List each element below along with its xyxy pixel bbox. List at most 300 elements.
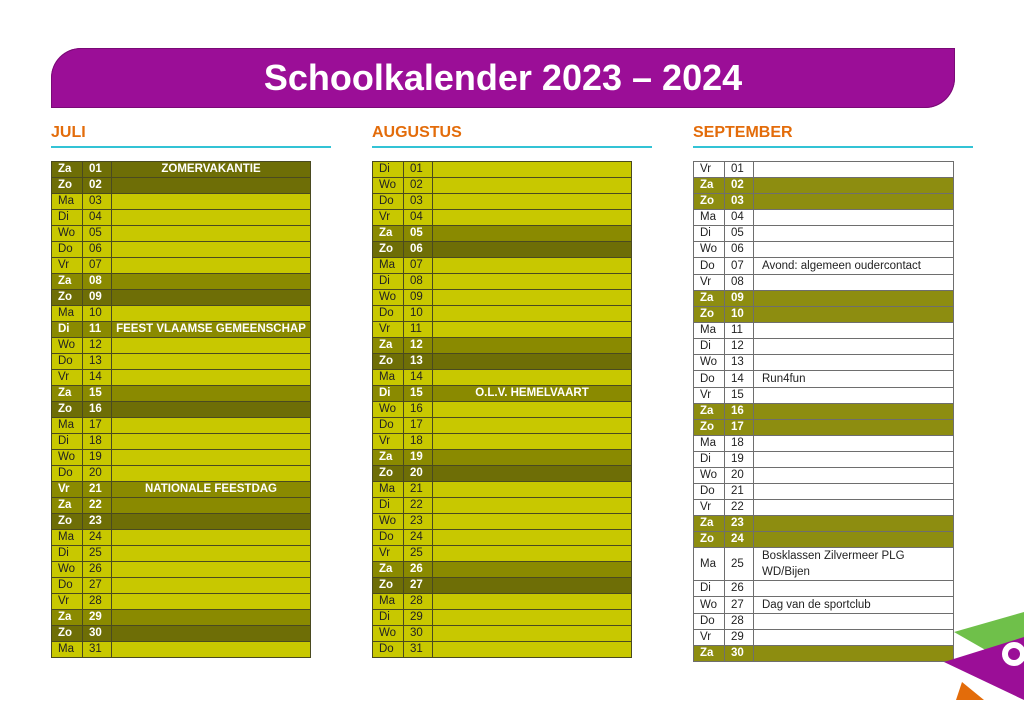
weekday-cell: Wo bbox=[373, 178, 404, 194]
weekday-cell: Vr bbox=[694, 630, 725, 646]
month-divider bbox=[372, 146, 652, 148]
weekday-cell: Wo bbox=[52, 338, 83, 354]
day-number-cell: 19 bbox=[83, 450, 112, 466]
day-number-cell: 11 bbox=[725, 323, 754, 339]
day-number-cell: 29 bbox=[83, 610, 112, 626]
weekday-cell: Wo bbox=[694, 355, 725, 371]
calendar-row bbox=[373, 386, 632, 402]
calendar-row bbox=[373, 242, 632, 258]
weekday-cell: Zo bbox=[373, 466, 404, 482]
day-number-cell: 13 bbox=[404, 354, 433, 370]
calendar-row bbox=[52, 402, 311, 418]
event-cell bbox=[754, 194, 954, 210]
weekday-cell: Zo bbox=[694, 194, 725, 210]
day-number-cell: 24 bbox=[404, 530, 433, 546]
calendar-row bbox=[694, 258, 954, 275]
day-number-cell: 12 bbox=[404, 338, 433, 354]
event-cell bbox=[433, 594, 632, 610]
event-cell bbox=[433, 258, 632, 274]
calendar-row bbox=[52, 194, 311, 210]
weekday-cell: Zo bbox=[373, 578, 404, 594]
calendar-row bbox=[373, 258, 632, 274]
weekday-cell: Di bbox=[373, 162, 404, 178]
calendar-row bbox=[694, 420, 954, 436]
weekday-cell: Za bbox=[52, 274, 83, 290]
calendar-row bbox=[373, 610, 632, 626]
event-cell bbox=[433, 514, 632, 530]
weekday-cell: Zo bbox=[52, 178, 83, 194]
day-number-cell: 09 bbox=[404, 290, 433, 306]
day-number-cell: 12 bbox=[83, 338, 112, 354]
event-cell bbox=[433, 162, 632, 178]
day-number-cell: 31 bbox=[83, 642, 112, 658]
event-cell: Run4fun bbox=[754, 371, 954, 388]
day-number-cell: 03 bbox=[83, 194, 112, 210]
weekday-cell: Zo bbox=[373, 242, 404, 258]
weekday-cell: Di bbox=[694, 339, 725, 355]
day-number-cell: 16 bbox=[404, 402, 433, 418]
day-number-cell: 11 bbox=[83, 322, 112, 338]
day-number-cell: 15 bbox=[404, 386, 433, 402]
day-number-cell: 17 bbox=[404, 418, 433, 434]
calendar-row bbox=[694, 178, 954, 194]
calendar-table-augustus bbox=[372, 161, 632, 658]
day-number-cell: 08 bbox=[725, 275, 754, 291]
event-cell bbox=[754, 242, 954, 258]
day-number-cell: 22 bbox=[404, 498, 433, 514]
calendar-row bbox=[52, 562, 311, 578]
weekday-cell: Di bbox=[52, 434, 83, 450]
calendar-row bbox=[52, 162, 311, 178]
day-number-cell: 07 bbox=[725, 258, 754, 275]
calendar-row bbox=[694, 614, 954, 630]
day-number-cell: 20 bbox=[725, 468, 754, 484]
day-number-cell: 21 bbox=[83, 482, 112, 498]
day-number-cell: 01 bbox=[725, 162, 754, 178]
weekday-cell: Do bbox=[52, 466, 83, 482]
calendar-row bbox=[694, 484, 954, 500]
weekday-cell: Zo bbox=[52, 290, 83, 306]
calendar-row bbox=[694, 371, 954, 388]
calendar-row bbox=[694, 226, 954, 242]
month-title: AUGUSTUS bbox=[372, 124, 462, 141]
event-cell bbox=[433, 626, 632, 642]
event-cell bbox=[754, 307, 954, 323]
calendar-row bbox=[373, 594, 632, 610]
weekday-cell: Zo bbox=[694, 420, 725, 436]
day-number-cell: 28 bbox=[725, 614, 754, 630]
weekday-cell: Wo bbox=[694, 242, 725, 258]
weekday-cell: Vr bbox=[52, 258, 83, 274]
weekday-cell: Vr bbox=[694, 500, 725, 516]
day-number-cell: 25 bbox=[404, 546, 433, 562]
logo-shape-icon bbox=[944, 612, 1024, 702]
event-cell bbox=[754, 646, 954, 662]
month-title: JULI bbox=[51, 124, 86, 141]
weekday-cell: Ma bbox=[52, 642, 83, 658]
calendar-row bbox=[694, 162, 954, 178]
weekday-cell: Ma bbox=[373, 370, 404, 386]
event-cell bbox=[754, 630, 954, 646]
weekday-cell: Za bbox=[52, 162, 83, 178]
calendar-row bbox=[52, 546, 311, 562]
day-number-cell: 28 bbox=[404, 594, 433, 610]
day-number-cell: 03 bbox=[725, 194, 754, 210]
event-cell: FEEST VLAAMSE GEMEENSCHAP bbox=[112, 322, 311, 338]
calendar-row bbox=[373, 290, 632, 306]
event-cell bbox=[754, 291, 954, 307]
event-cell bbox=[112, 450, 311, 466]
weekday-cell: Do bbox=[52, 354, 83, 370]
event-cell bbox=[112, 434, 311, 450]
day-number-cell: 29 bbox=[404, 610, 433, 626]
event-cell bbox=[112, 402, 311, 418]
event-cell bbox=[754, 468, 954, 484]
calendar-row bbox=[52, 386, 311, 402]
event-cell bbox=[754, 355, 954, 371]
event-cell bbox=[433, 178, 632, 194]
month-header-september bbox=[693, 122, 973, 148]
day-number-cell: 05 bbox=[83, 226, 112, 242]
calendar-row bbox=[373, 178, 632, 194]
calendar-row bbox=[694, 291, 954, 307]
weekday-cell: Za bbox=[694, 646, 725, 662]
calendar-row bbox=[52, 482, 311, 498]
weekday-cell: Za bbox=[694, 291, 725, 307]
weekday-cell: Za bbox=[694, 516, 725, 532]
weekday-cell: Zo bbox=[694, 307, 725, 323]
weekday-cell: Za bbox=[52, 498, 83, 514]
event-cell bbox=[112, 178, 311, 194]
day-number-cell: 10 bbox=[404, 306, 433, 322]
calendar-row bbox=[52, 642, 311, 658]
weekday-cell: Vr bbox=[52, 482, 83, 498]
calendar-table-september bbox=[693, 161, 954, 662]
event-cell bbox=[112, 578, 311, 594]
weekday-cell: Vr bbox=[373, 210, 404, 226]
day-number-cell: 05 bbox=[404, 226, 433, 242]
calendar-table-juli bbox=[51, 161, 311, 658]
calendar-row bbox=[694, 436, 954, 452]
weekday-cell: Zo bbox=[52, 402, 83, 418]
weekday-cell: Ma bbox=[373, 594, 404, 610]
event-cell bbox=[433, 306, 632, 322]
day-number-cell: 26 bbox=[404, 562, 433, 578]
weekday-cell: Di bbox=[373, 386, 404, 402]
day-number-cell: 14 bbox=[83, 370, 112, 386]
weekday-cell: Do bbox=[373, 306, 404, 322]
event-cell: NATIONALE FEESTDAG bbox=[112, 482, 311, 498]
weekday-cell: Wo bbox=[694, 468, 725, 484]
event-cell bbox=[754, 452, 954, 468]
event-cell bbox=[433, 274, 632, 290]
day-number-cell: 25 bbox=[725, 548, 754, 581]
event-cell: Bosklassen Zilvermeer PLG WD/Bijen bbox=[754, 548, 954, 581]
event-cell bbox=[433, 322, 632, 338]
day-number-cell: 24 bbox=[725, 532, 754, 548]
day-number-cell: 19 bbox=[725, 452, 754, 468]
weekday-cell: Di bbox=[373, 274, 404, 290]
day-number-cell: 12 bbox=[725, 339, 754, 355]
event-cell bbox=[112, 354, 311, 370]
calendar-row bbox=[373, 370, 632, 386]
day-number-cell: 16 bbox=[725, 404, 754, 420]
event-cell bbox=[112, 418, 311, 434]
weekday-cell: Wo bbox=[373, 290, 404, 306]
calendar-row bbox=[373, 194, 632, 210]
weekday-cell: Vr bbox=[694, 162, 725, 178]
weekday-cell: Vr bbox=[373, 322, 404, 338]
calendar-row bbox=[694, 452, 954, 468]
event-cell bbox=[112, 626, 311, 642]
day-number-cell: 03 bbox=[404, 194, 433, 210]
weekday-cell: Do bbox=[52, 242, 83, 258]
day-number-cell: 18 bbox=[725, 436, 754, 452]
calendar-row bbox=[373, 226, 632, 242]
calendar-row bbox=[52, 258, 311, 274]
event-cell bbox=[112, 258, 311, 274]
event-cell bbox=[754, 275, 954, 291]
event-cell bbox=[433, 434, 632, 450]
day-number-cell: 30 bbox=[725, 646, 754, 662]
day-number-cell: 17 bbox=[725, 420, 754, 436]
day-number-cell: 09 bbox=[83, 290, 112, 306]
event-cell bbox=[112, 194, 311, 210]
event-cell bbox=[433, 418, 632, 434]
event-cell bbox=[433, 642, 632, 658]
weekday-cell: Wo bbox=[373, 402, 404, 418]
day-number-cell: 05 bbox=[725, 226, 754, 242]
event-cell: ZOMERVAKANTIE bbox=[112, 162, 311, 178]
weekday-cell: Za bbox=[694, 404, 725, 420]
weekday-cell: Do bbox=[373, 418, 404, 434]
month-divider bbox=[51, 146, 331, 148]
calendar-row bbox=[694, 500, 954, 516]
weekday-cell: Di bbox=[694, 581, 725, 597]
title-banner bbox=[51, 48, 955, 108]
day-number-cell: 15 bbox=[83, 386, 112, 402]
day-number-cell: 06 bbox=[404, 242, 433, 258]
event-cell bbox=[433, 498, 632, 514]
day-number-cell: 02 bbox=[404, 178, 433, 194]
weekday-cell: Ma bbox=[52, 530, 83, 546]
weekday-cell: Wo bbox=[373, 514, 404, 530]
weekday-cell: Do bbox=[694, 614, 725, 630]
event-cell bbox=[112, 226, 311, 242]
event-cell bbox=[112, 338, 311, 354]
event-cell bbox=[112, 242, 311, 258]
calendar-row bbox=[373, 530, 632, 546]
day-number-cell: 01 bbox=[404, 162, 433, 178]
calendar-row bbox=[52, 306, 311, 322]
event-cell bbox=[754, 388, 954, 404]
day-number-cell: 11 bbox=[404, 322, 433, 338]
event-cell bbox=[433, 450, 632, 466]
day-number-cell: 21 bbox=[725, 484, 754, 500]
day-number-cell: 04 bbox=[83, 210, 112, 226]
calendar-row bbox=[52, 370, 311, 386]
weekday-cell: Zo bbox=[373, 354, 404, 370]
day-number-cell: 06 bbox=[725, 242, 754, 258]
day-number-cell: 27 bbox=[404, 578, 433, 594]
weekday-cell: Za bbox=[52, 386, 83, 402]
weekday-cell: Za bbox=[52, 610, 83, 626]
event-cell bbox=[112, 498, 311, 514]
calendar-row bbox=[694, 323, 954, 339]
event-cell bbox=[112, 290, 311, 306]
day-number-cell: 26 bbox=[725, 581, 754, 597]
event-cell bbox=[754, 581, 954, 597]
day-number-cell: 17 bbox=[83, 418, 112, 434]
weekday-cell: Ma bbox=[52, 194, 83, 210]
calendar-row bbox=[52, 274, 311, 290]
calendar-row bbox=[373, 466, 632, 482]
calendar-row bbox=[52, 338, 311, 354]
event-cell bbox=[433, 370, 632, 386]
weekday-cell: Vr bbox=[52, 594, 83, 610]
event-cell bbox=[433, 482, 632, 498]
event-cell bbox=[433, 354, 632, 370]
calendar-row bbox=[373, 322, 632, 338]
event-cell bbox=[433, 562, 632, 578]
calendar-row bbox=[694, 597, 954, 614]
event-cell bbox=[754, 420, 954, 436]
day-number-cell: 08 bbox=[404, 274, 433, 290]
event-cell bbox=[754, 210, 954, 226]
day-number-cell: 20 bbox=[404, 466, 433, 482]
event-cell bbox=[433, 610, 632, 626]
weekday-cell: Za bbox=[694, 178, 725, 194]
event-cell bbox=[112, 370, 311, 386]
calendar-row bbox=[52, 594, 311, 610]
calendar-row bbox=[694, 355, 954, 371]
calendar-row bbox=[373, 434, 632, 450]
event-cell bbox=[433, 194, 632, 210]
calendar-row bbox=[52, 434, 311, 450]
calendar-row bbox=[52, 626, 311, 642]
weekday-cell: Di bbox=[52, 546, 83, 562]
calendar-row bbox=[694, 210, 954, 226]
event-cell: Dag van de sportclub bbox=[754, 597, 954, 614]
weekday-cell: Ma bbox=[373, 482, 404, 498]
calendar-row bbox=[694, 468, 954, 484]
calendar-row bbox=[52, 450, 311, 466]
weekday-cell: Ma bbox=[52, 306, 83, 322]
weekday-cell: Ma bbox=[373, 258, 404, 274]
weekday-cell: Zo bbox=[52, 514, 83, 530]
calendar-row bbox=[694, 532, 954, 548]
event-cell bbox=[112, 642, 311, 658]
event-cell bbox=[433, 290, 632, 306]
calendar-row bbox=[694, 242, 954, 258]
weekday-cell: Za bbox=[373, 562, 404, 578]
day-number-cell: 23 bbox=[404, 514, 433, 530]
calendar-row bbox=[52, 290, 311, 306]
event-cell bbox=[112, 466, 311, 482]
event-cell bbox=[754, 226, 954, 242]
day-number-cell: 06 bbox=[83, 242, 112, 258]
calendar-row bbox=[52, 418, 311, 434]
weekday-cell: Za bbox=[373, 226, 404, 242]
day-number-cell: 22 bbox=[725, 500, 754, 516]
event-cell bbox=[754, 162, 954, 178]
weekday-cell: Di bbox=[373, 610, 404, 626]
calendar-row bbox=[373, 562, 632, 578]
day-number-cell: 26 bbox=[83, 562, 112, 578]
day-number-cell: 16 bbox=[83, 402, 112, 418]
event-cell bbox=[433, 402, 632, 418]
calendar-row bbox=[694, 339, 954, 355]
day-number-cell: 09 bbox=[725, 291, 754, 307]
event-cell bbox=[433, 530, 632, 546]
weekday-cell: Ma bbox=[694, 548, 725, 581]
calendar-row bbox=[373, 514, 632, 530]
calendar-row bbox=[373, 450, 632, 466]
calendar-row bbox=[52, 322, 311, 338]
page-title: Schoolkalender 2023 – 2024 bbox=[263, 57, 743, 98]
weekday-cell: Do bbox=[373, 530, 404, 546]
calendar-row bbox=[52, 178, 311, 194]
calendar-row bbox=[52, 242, 311, 258]
event-cell bbox=[754, 404, 954, 420]
calendar-row bbox=[694, 581, 954, 597]
month-divider bbox=[693, 146, 973, 148]
event-cell bbox=[433, 210, 632, 226]
day-number-cell: 30 bbox=[404, 626, 433, 642]
weekday-cell: Wo bbox=[373, 626, 404, 642]
day-number-cell: 02 bbox=[83, 178, 112, 194]
day-number-cell: 13 bbox=[83, 354, 112, 370]
day-number-cell: 04 bbox=[404, 210, 433, 226]
day-number-cell: 25 bbox=[83, 546, 112, 562]
calendar-row bbox=[694, 194, 954, 210]
day-number-cell: 20 bbox=[83, 466, 112, 482]
calendar-row bbox=[694, 646, 954, 662]
calendar-row bbox=[52, 578, 311, 594]
event-cell bbox=[754, 339, 954, 355]
calendar-row bbox=[694, 307, 954, 323]
day-number-cell: 23 bbox=[725, 516, 754, 532]
calendar-row bbox=[52, 210, 311, 226]
weekday-cell: Di bbox=[694, 226, 725, 242]
weekday-cell: Ma bbox=[52, 418, 83, 434]
calendar-row bbox=[694, 275, 954, 291]
event-cell bbox=[754, 484, 954, 500]
day-number-cell: 18 bbox=[404, 434, 433, 450]
day-number-cell: 10 bbox=[83, 306, 112, 322]
weekday-cell: Do bbox=[694, 258, 725, 275]
event-cell bbox=[433, 226, 632, 242]
event-cell bbox=[433, 242, 632, 258]
calendar-row bbox=[52, 514, 311, 530]
day-number-cell: 24 bbox=[83, 530, 112, 546]
event-cell bbox=[112, 562, 311, 578]
weekday-cell: Vr bbox=[373, 434, 404, 450]
calendar-row bbox=[373, 274, 632, 290]
weekday-cell: Vr bbox=[694, 388, 725, 404]
calendar-row bbox=[694, 404, 954, 420]
weekday-cell: Do bbox=[52, 578, 83, 594]
day-number-cell: 07 bbox=[404, 258, 433, 274]
weekday-cell: Do bbox=[694, 484, 725, 500]
weekday-cell: Za bbox=[373, 450, 404, 466]
calendar-row bbox=[52, 610, 311, 626]
day-number-cell: 13 bbox=[725, 355, 754, 371]
day-number-cell: 14 bbox=[725, 371, 754, 388]
weekday-cell: Do bbox=[373, 194, 404, 210]
calendar-row bbox=[694, 630, 954, 646]
day-number-cell: 07 bbox=[83, 258, 112, 274]
